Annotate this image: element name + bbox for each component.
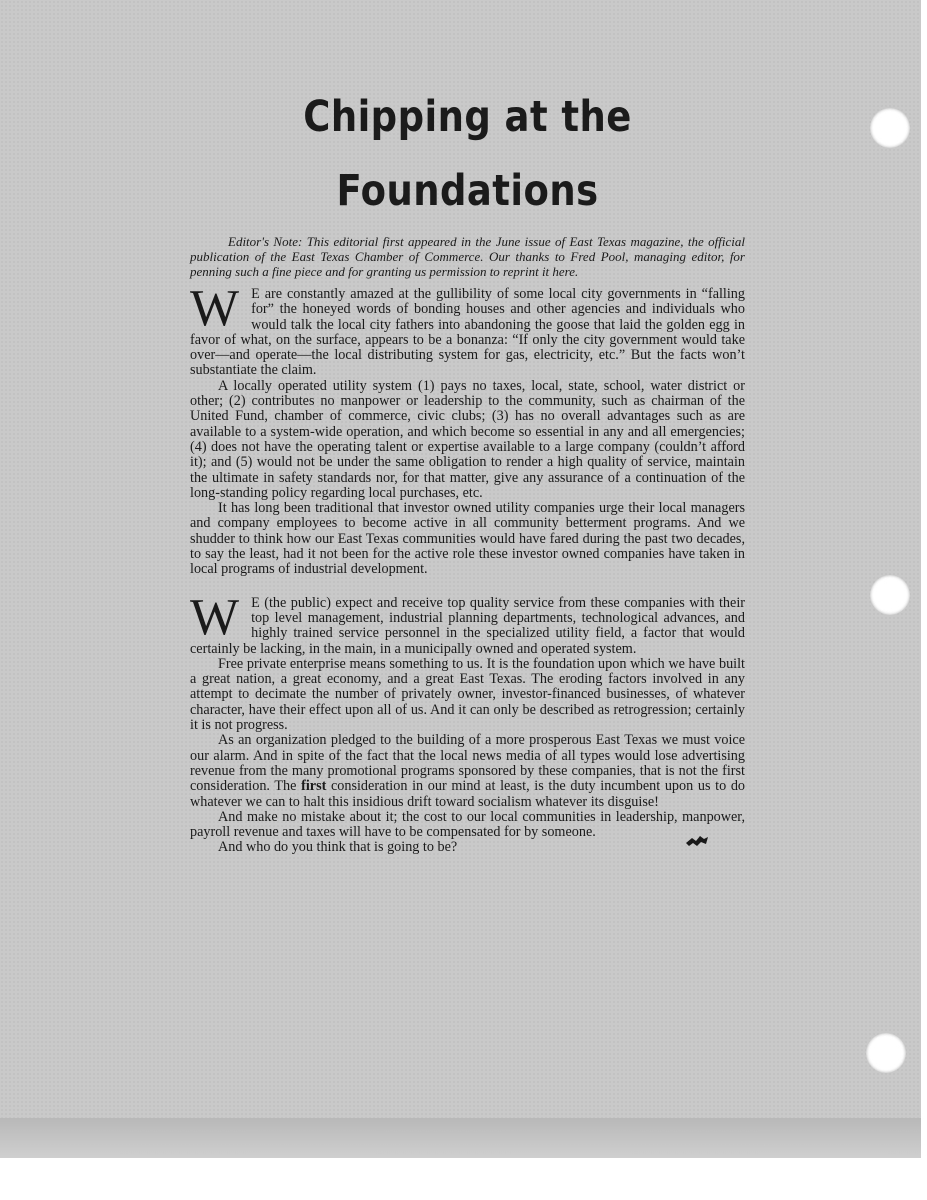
drop-cap: W — [190, 588, 240, 646]
emphasized-word: first — [301, 778, 327, 795]
editors-note-text: This editorial first appeared in the June issue of East Texas magazine, the official publication of the East Texas Chamber of Commerce. Our thanks to Fred Pool, managing editor, for penning such a fine piece and for granting us permission to reprint it here. — [190, 234, 745, 279]
editors-note — [190, 234, 745, 279]
binder-hole-top — [870, 108, 910, 148]
paragraph: Free private enterprise means something to us. It is the foundation upon which we have built a great nation, a great economy, and a great East Texas. The eroding factors involved in any attempt to decimate the number of privately owner, investor-financed businesses, of whatever character, have their effect upon all of us. And it can only be described as retrogression; certainly it is not progress. — [190, 655, 745, 734]
closing-paragraph — [190, 840, 745, 855]
section2-lead-text: E (the public) expect and receive top quality service from these companies with their top level management, industrial planning departments, technological advances, and highly trained service personnel in the specialized utility field, a factor that would certainly be lacking, in the main, in a municipally owned and operated system. — [190, 594, 745, 657]
paragraph: It has long been traditional that investor owned utility companies urge their local managers and company employees to become active in all community betterment programs. And we shudder to think how our East Texas communities would have fared during the past two decades, to say the least, had it not been for the active role these investor owned companies have taken in local programs of industrial development. — [190, 500, 745, 578]
end-mark-icon — [685, 834, 709, 848]
paragraph: And make no mistake about it; the cost to our local communities in leadership, manpower, payroll revenue and taxes will have to be compensated for by someone. — [190, 808, 745, 841]
paragraph — [190, 733, 745, 809]
binder-hole-bottom — [866, 1033, 906, 1073]
binder-hole-middle — [870, 575, 910, 615]
section2-lead-paragraph — [190, 588, 745, 657]
paragraph: A locally operated utility system (1) pays no taxes, local, state, school, water district or other; (2) contributes no manpower or leadership to the community, such as chairman of the United Fund, chamber of commerce, civic clubs; (3) has no overall advantages such as are available to a system-wide operation, and which become so essential in any and all emergencies; (4) does not have the operating talent or expertise available to a large company (couldn’t afford it); and (5) would not be under the same obligation to render a high quality of service, maintain the ultimate in safety standards nor, for that matter, give any assurance of a continuation of the long-standing policy regarding local purchases, etc. — [190, 377, 745, 501]
section1-lead-text: E are constantly amazed at the gullibility of some local city governments in “falling for” the honeyed words of bonding houses and other agencies and individuals who would talk the local city fathers into abandoning the goose that laid the golden egg in favor of what, on the surface, appears to be a bonanza: “If only the city government would take over—and operate—the local distributing system for gas, electricity, etc.” But the facts won’t substantiate the claim. — [190, 286, 745, 379]
editors-note-label: Editor's Note: — [228, 234, 303, 249]
paragraph-text: consideration in our mind at least, is the duty incumbent upon us to do whatever we can to halt this insidious drift toward socialism whatever its disguise! — [190, 778, 746, 810]
paragraph-text: As an organization pledged to the building of a more prosperous East Texas we must voice our alarm. And in spite of the fact that the local news media of all types would lose advertising revenue from the many promotional programs sponsored by these companies, that is not the first consideration. The — [190, 732, 745, 795]
drop-cap: W — [190, 280, 240, 337]
scan-shadow-band — [0, 1118, 921, 1158]
article — [190, 80, 745, 856]
section1-lead-paragraph — [190, 280, 745, 379]
article-title: Chipping at the Foundations — [303, 92, 632, 216]
closing-text: And who do you think that is going to be? — [218, 839, 458, 856]
